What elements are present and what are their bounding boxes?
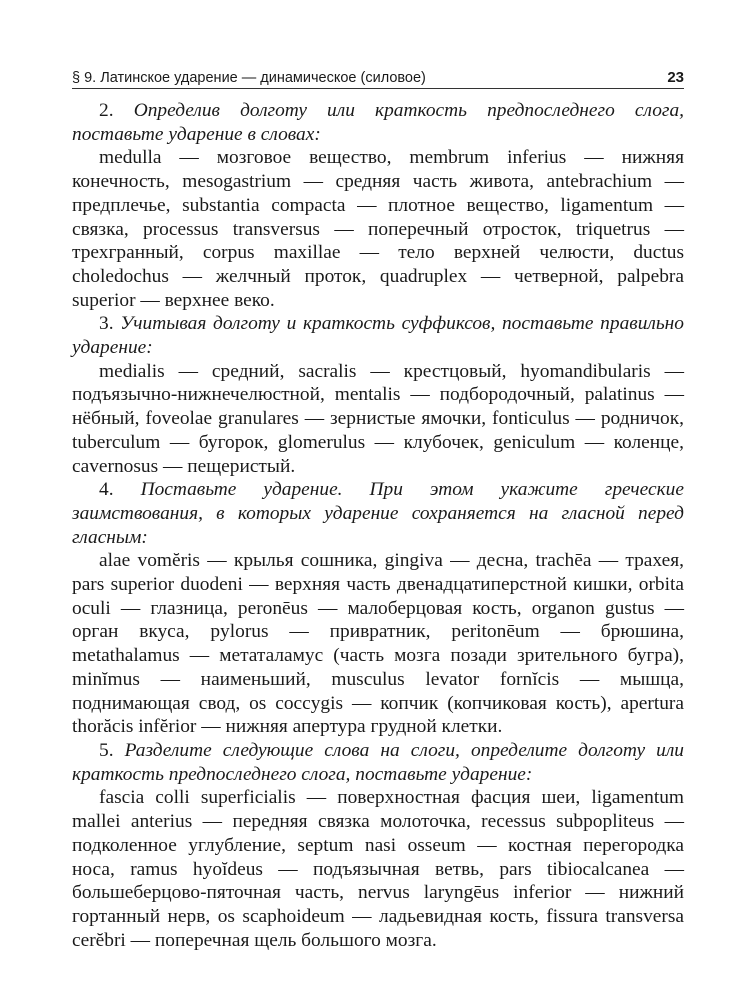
task-5-words: fascia colli superficialis — поверхностная фасция шеи, ligamentum mallei anterius — передняя связка молоточка, recessus subpopliteus — подколенное углубление, septum nasi osseum — костная перегородка носа, ramus hyoĭdeus — подъязычная ветвь, pars tibiocalcanea — большеберцово-пяточная часть, nervus laryngēus inferior — нижний гортанный нерв, os scaphoideum — ладьевидная кость, fissura transversa cerĕbri — поперечная щель большого мозга. [72,787,684,951]
task-2-instruction: 2. Определив долготу или краткость предпоследнего слога, поставьте ударение в словах: [72,100,684,145]
task-4-instruction: 4. Поставьте ударение. При этом укажите греческие заимствования, в которых ударение сохраняется на гласной перед гласным: [72,479,684,548]
task-4-words: alae vomĕris — крылья сошника, gingiva — десна, trachēa — трахея, pars superior duodeni — верхняя часть двенадцатиперстной кишки, orbita oculi — глазница, peronēus — малоберцовая кость, organon gustus — орган вкуса, pylorus — привратник, peritonēum — брюшина, metathalamus — метаталамус (часть мозга позади зрительного бугра), minĭmus — наименьший, musculus levator fornĭcis — мышца, поднимающая свод, os coccygis — копчик (копчиковая кость), apertura thorăcis infĕrior — нижняя апертура грудной клетки. [72,550,684,738]
task-2-words: medulla — мозговое вещество, membrum inferius — нижняя конечность, mesogastrium — средняя часть живота, antebrachium — предплечье, substantia compacta — плотное вещество, ligamentum — связка, processus transversus — поперечный отросток, triquetrus — трехгранный, corpus maxillae — тело верхней челюсти, ductus choledochus — желчный проток, quadruplex — четверной, palpebra superior — верхнее веко. [72,147,684,311]
header-rule [72,88,684,89]
task-3-instruction: 3. Учитывая долготу и краткость суффиксов, поставьте правильно ударение: [72,313,684,359]
running-header [72,64,684,86]
task-5-instruction: 5. Разделите следующие слова на слоги, определите долготу или краткость предпоследнего слога, поставьте ударение: [72,739,684,785]
section-title: § 9. Латинское ударение — динамическое (силовое) [72,70,426,86]
task-3-words: medialis — средний, sacralis — крестцовый, hyomandibularis — подъязычно-нижнечелюстной, mentalis — подбородочный, palatinus — нёбный, foveolae granulares — зернистые ямочки, fonticulus — родничок, tuberculum — бугорок, glomerulus — клубочек, geniculum — коленце, cavernosus — пещеристый. [72,360,684,477]
page-body [72,99,684,952]
page-number: 23 [667,69,684,86]
